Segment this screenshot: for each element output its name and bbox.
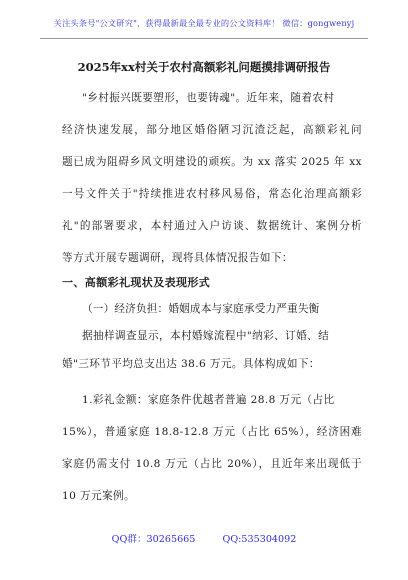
body-line: 1.彩礼金额：家庭条件优越者普遍 28.8 万元（占比: [82, 394, 335, 406]
body-line: 据抽样调查显示，本村婚嫁流程中"纳彩、订婚、结: [82, 330, 330, 342]
body-line: 15%），普通家庭 18.8-12.8 万元（占比 65%），经济困难: [62, 426, 362, 438]
intro-line: 礼"的部署要求，本村通过入户访谈、数据统计、案例分析: [62, 220, 362, 232]
body-line: 家庭仍需支付 10.8 万元（占比 20%），且近年来出现低于: [62, 458, 362, 470]
intro-line: 一号文件关于"持续推进农村移风易俗，常态化治理高额彩: [62, 188, 362, 200]
subsection-heading: （一）经济负担：婚姻成本与家庭承受力严重失衡: [82, 303, 320, 315]
body-line: 婚"三环节平均总支出达 38.6 万元。具体构成如下：: [62, 358, 320, 370]
intro-line: 等方式开展专题调研，现将具体情况报告如下：: [62, 252, 293, 264]
header-divider: [40, 38, 368, 39]
section-heading: 一、高额彩礼现状及表现形式: [62, 276, 211, 289]
intro-line: "乡村振兴既要塑形，也要铸魂"。近年来，随着农村: [82, 92, 335, 104]
intro-line: 经济快速发展，部分地区婚俗陋习沉渣泛起，高额彩礼问: [62, 124, 362, 136]
footer-qq-group: QQ群：30265665: [111, 534, 196, 545]
footer-qq: QQ:535304092: [222, 534, 297, 545]
header-banner: 关注头条号"公文研究"，获得最新最全最专业的公文资料库！ 微信：gongwenyj: [53, 18, 355, 28]
footer-contacts: [0, 531, 408, 545]
document-title: 2025年xx村关于农村高额彩礼问题摸排调研报告: [77, 60, 331, 74]
intro-line: 题已成为阻碍乡风文明建设的顽疾。为 xx 落实 2025 年 xx: [62, 156, 362, 168]
body-line: 10 万元案例。: [62, 490, 136, 502]
